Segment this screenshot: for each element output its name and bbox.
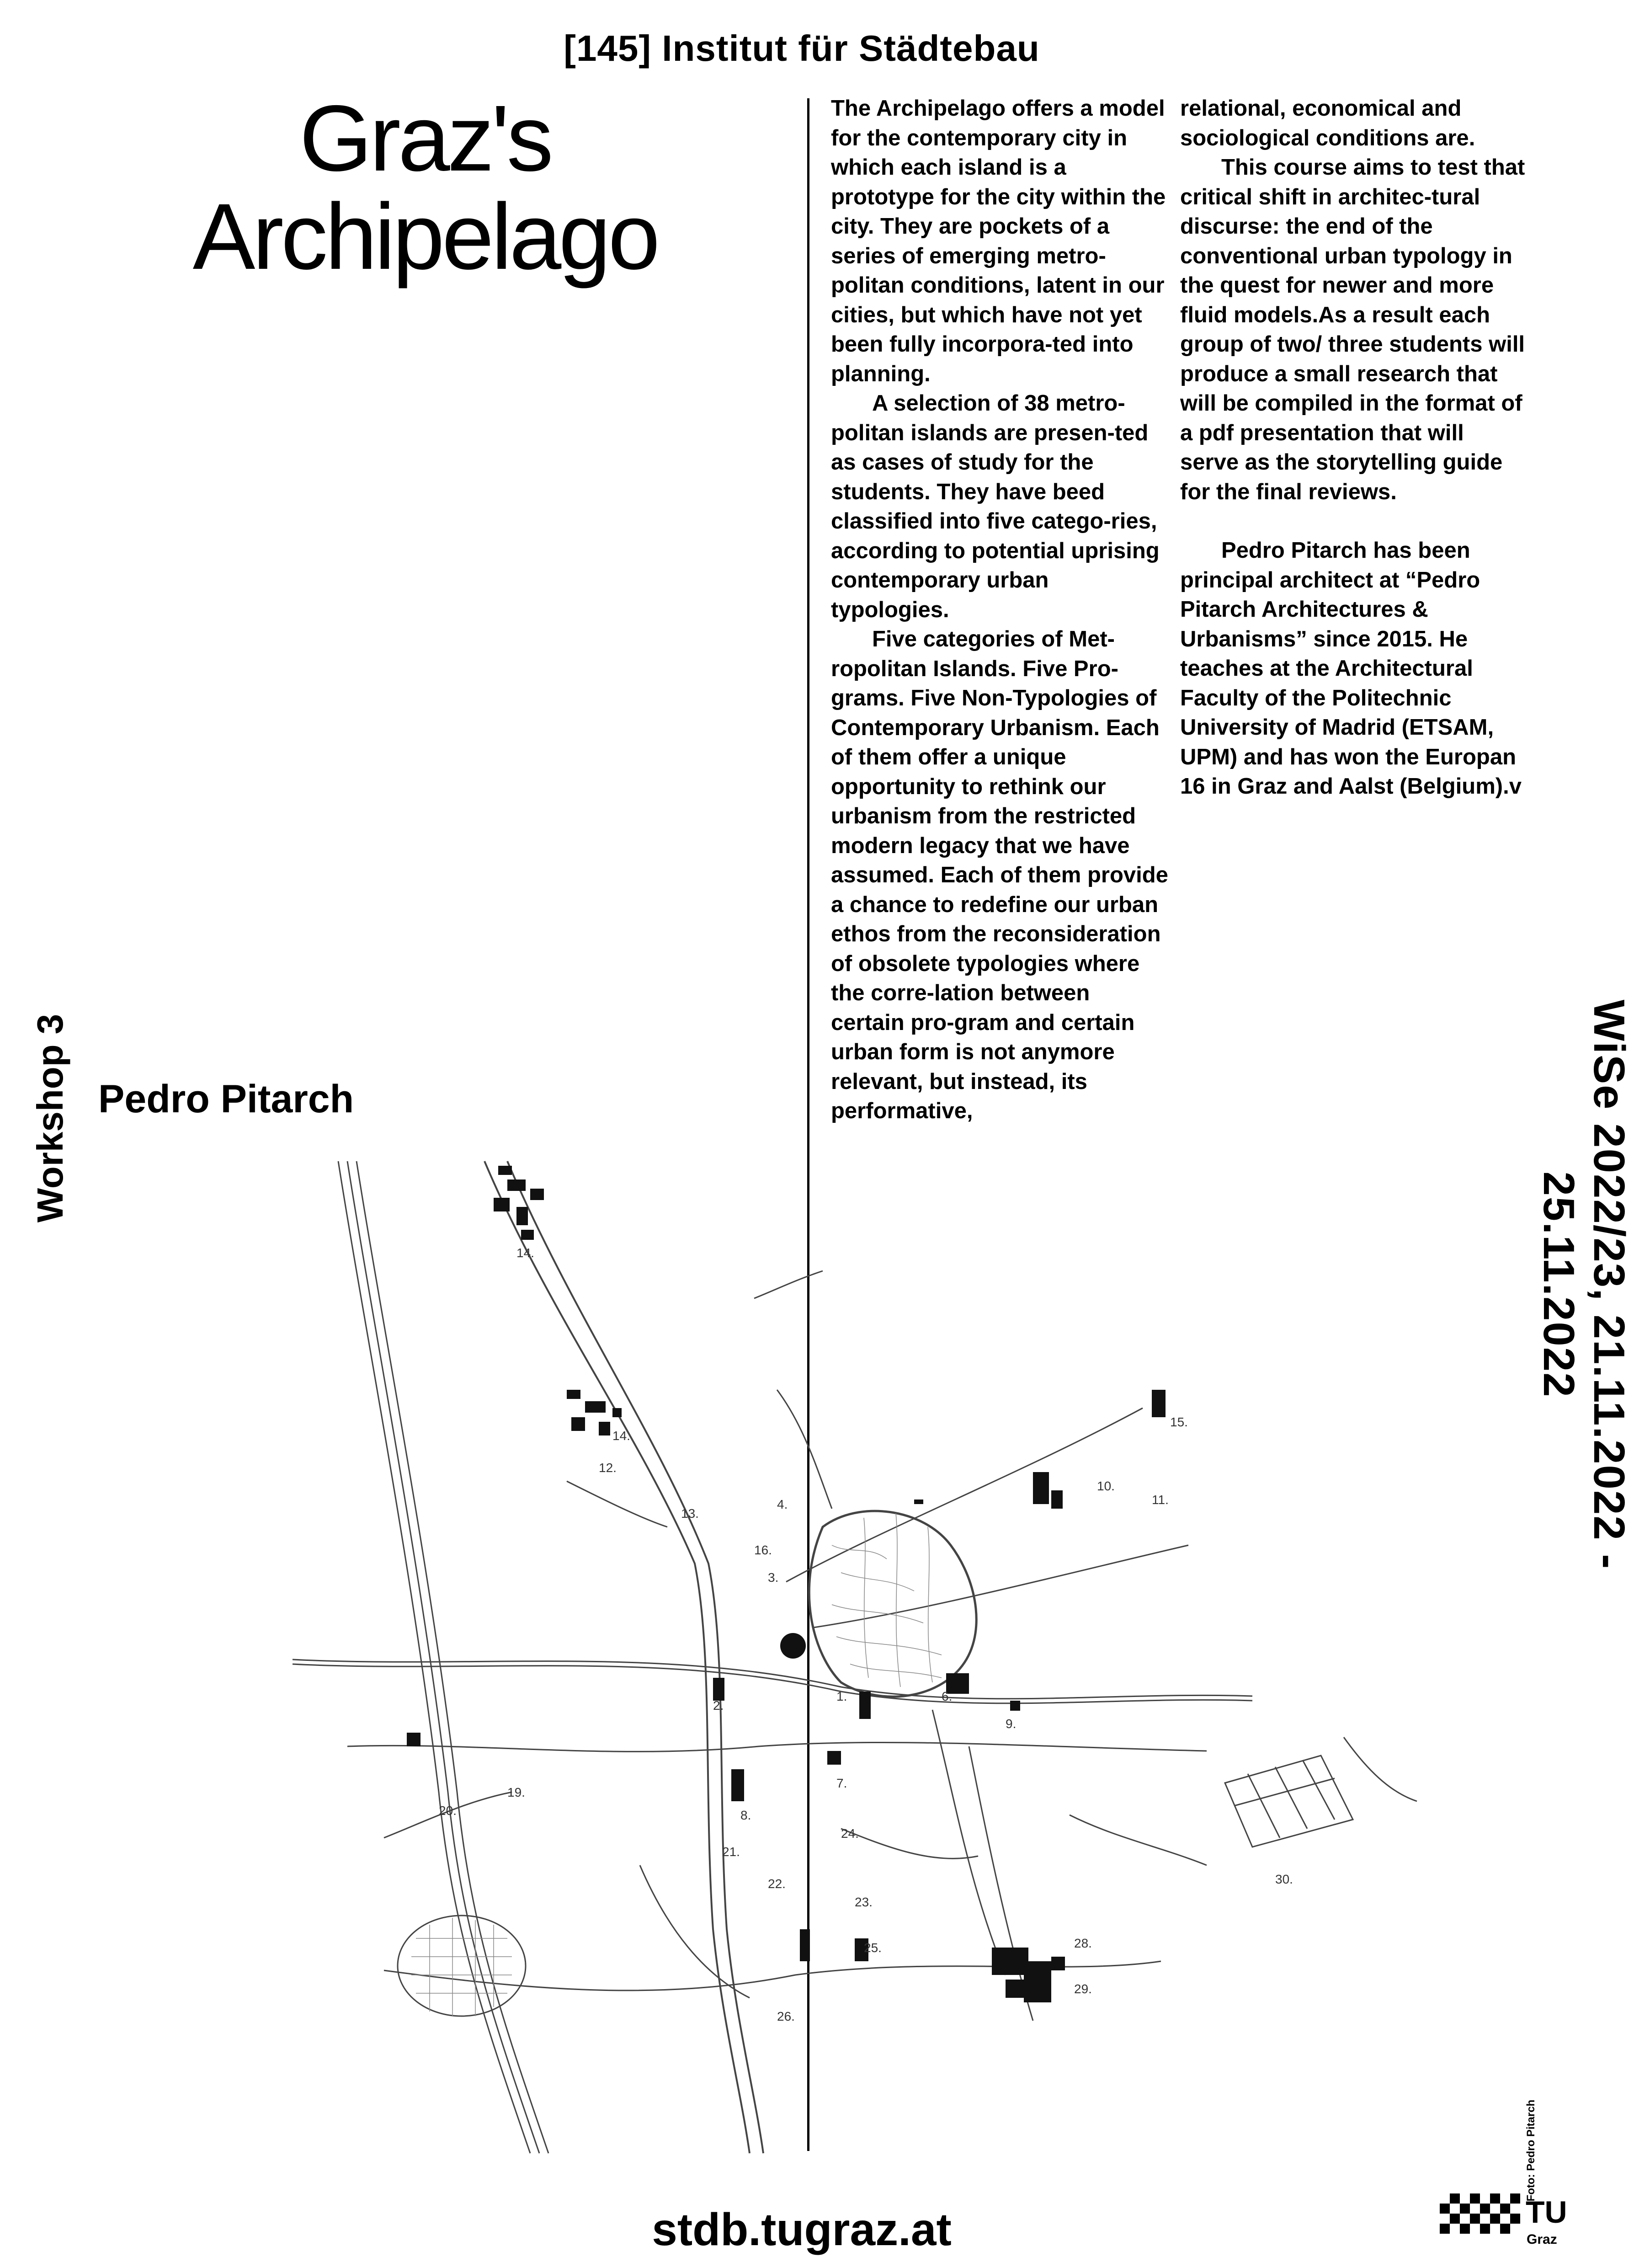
workshop-label: Workshop 3 bbox=[30, 1014, 70, 1223]
tu-graz-logo bbox=[1440, 2190, 1581, 2254]
map-label: 30. bbox=[1275, 1872, 1293, 1886]
map-label: 13. bbox=[681, 1506, 699, 1521]
logo-subtext: Graz bbox=[1527, 2232, 1557, 2247]
map-label: 3. bbox=[768, 1570, 779, 1585]
text-column-2 bbox=[1180, 94, 1528, 801]
photo-credit: Foto: Pedro Pitarch bbox=[1525, 2099, 1537, 2202]
institute-header: [145] Institut für Städtebau bbox=[564, 28, 1040, 69]
author-bio: Pedro Pitarch has been principal architect at “Pedro Pitarch Architectures & Urbanisms” since 2015. He teaches at the Architectural Faculty of the Politechnic University of Madrid (ETSAM, UPM) and has won the Europan 16 in Graz and Aalst (Belgium).v bbox=[1180, 538, 1522, 799]
map-label: 21. bbox=[722, 1845, 740, 1859]
map-label: 2. bbox=[713, 1698, 724, 1713]
graz-city-map bbox=[293, 1152, 1499, 2153]
map-label: 28. bbox=[1074, 1936, 1092, 1950]
author-name: Pedro Pitarch bbox=[98, 1077, 354, 1121]
map-label: 26. bbox=[777, 2009, 795, 2023]
text-column-1 bbox=[831, 94, 1169, 1126]
map-label: 4. bbox=[777, 1497, 788, 1511]
paragraph: This course aims to test that critical shift in architec-tural discurse: the end of the conventional urban typology in the quest for newer and more fluid models.As a result each group of two/ three students will produce a small research that will be compiled in the format of a pdf presentation that will serve as the storytelling guide for the final reviews. bbox=[1180, 155, 1525, 504]
map-label: 6. bbox=[942, 1689, 953, 1703]
paragraph: A selection of 38 metro-politan islands are presen-ted as cases of study for the students. They have beed classified into five catego-ries, according to potential uprising contemporary urban typologies. bbox=[831, 391, 1160, 622]
map-label: 10. bbox=[1097, 1479, 1115, 1493]
map-label: 15. bbox=[1170, 1415, 1188, 1429]
map-label: 11. bbox=[1152, 1493, 1169, 1507]
map-label: 29. bbox=[1074, 1982, 1092, 1996]
map-label: 19. bbox=[507, 1785, 525, 1799]
map-label: 9. bbox=[1006, 1717, 1017, 1731]
title-line-2: Archipelago bbox=[192, 184, 658, 289]
map-label: 20. bbox=[439, 1804, 457, 1818]
map-label: 23. bbox=[855, 1895, 873, 1909]
map-label: 7. bbox=[836, 1776, 847, 1790]
paragraph: relational, economical and sociological conditions are. bbox=[1180, 96, 1475, 150]
website-url[interactable]: stdb.tugraz.at bbox=[652, 2204, 952, 2255]
title-line-1: Graz's bbox=[299, 86, 551, 191]
paragraph: The Archipelago offers a model for the contemporary city in which each island is a prototype for the city within the city. They are pockets of a series of emerging metro-politan conditions, latent in our cities, but which have not yet been fully incorpora-ted into planning. bbox=[831, 96, 1166, 386]
map-label: 25. bbox=[864, 1941, 882, 1955]
map-label: 8. bbox=[740, 1808, 751, 1822]
paragraph: Five categories of Met-ropolitan Islands. Five Pro-grams. Five Non-Typologies of Contemporary Urbanism. Each of them offer a unique opportunity to rethink our urbanism from the restricted modern legacy that we have assumed. Each of them provide a chance to redefine our urban ethos from the reconsideration of obsolete typologies where the corre-lation between certain pro-gram and certain urban form is not anymore relevant, but instead, its performative, bbox=[831, 627, 1168, 1123]
map-label: 16. bbox=[754, 1543, 772, 1557]
semester-dates: WiSe 2022/23, 21.11.2022 - 25.11.2022 bbox=[1534, 999, 1634, 1570]
map-label: 12. bbox=[599, 1461, 617, 1475]
logo-text: TU bbox=[1526, 2195, 1567, 2230]
map-label: 24. bbox=[841, 1826, 859, 1841]
map-label: 14. bbox=[612, 1429, 630, 1443]
map-label: 14. bbox=[516, 1246, 534, 1260]
map-label: 1. bbox=[836, 1689, 847, 1703]
poster-title bbox=[110, 86, 740, 289]
map-label: 22. bbox=[768, 1877, 786, 1891]
